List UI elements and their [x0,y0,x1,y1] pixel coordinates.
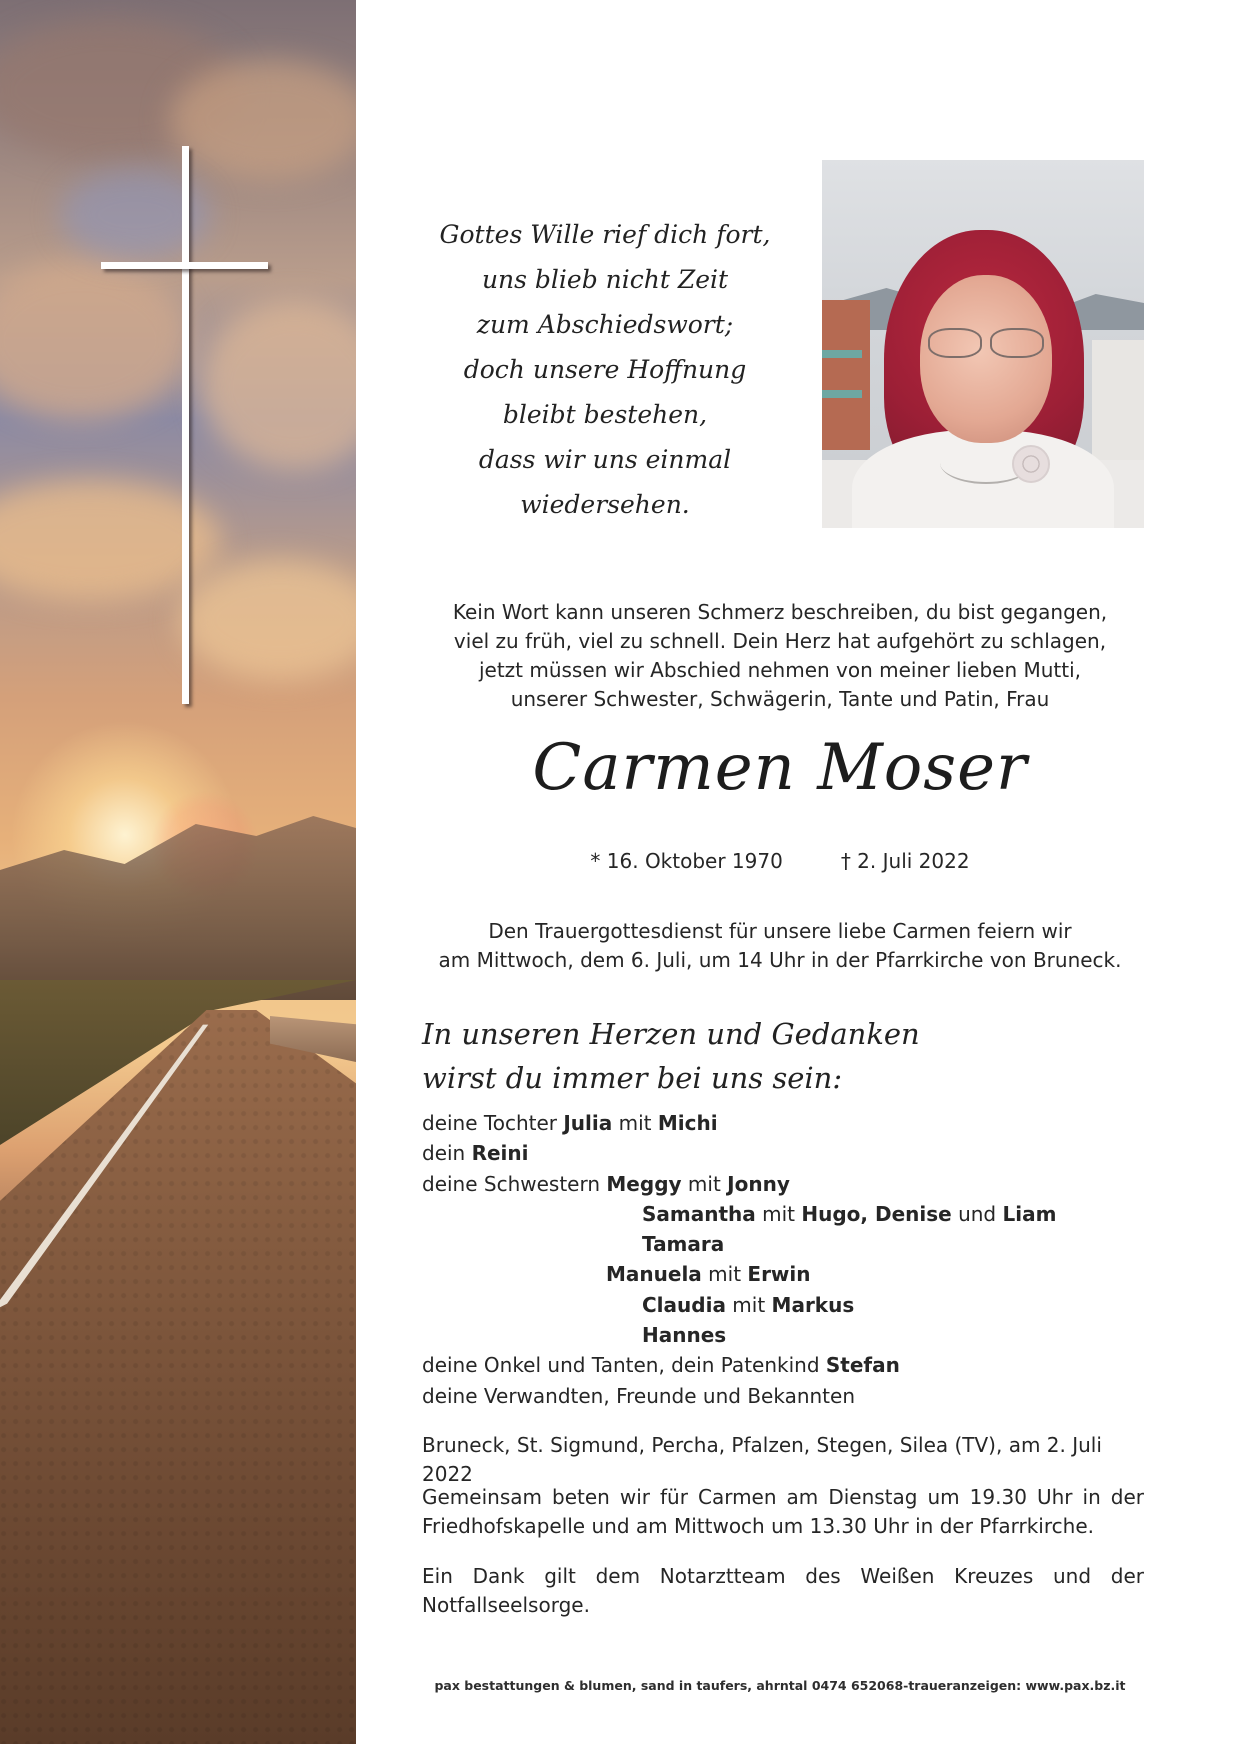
mourner-name: Liam [1002,1201,1057,1226]
mourner-row [422,1320,1162,1350]
mourner-name: Jonny [727,1171,790,1196]
portrait-photo [822,160,1144,528]
thanks-line: Ein Dank gilt dem Notarztteam des Weißen Kreuzes und der [422,1564,1144,1588]
intro-line: viel zu früh, viel zu schnell. Dein Herz hat aufgehört zu schlagen, [453,629,1107,653]
mourner-name: Markus [771,1292,855,1317]
heading-line: In unseren Herzen und Gedanken [422,1017,920,1051]
mourner-name: Stefan [825,1353,900,1378]
funeral-service-text [400,917,1160,975]
mourner-row [422,1259,1162,1289]
mourner-text: deine Onkel und Tanten, dein Patenkind [422,1353,826,1378]
birth-date: * 16. Oktober 1970 [590,849,783,873]
mourner-text: mit [612,1111,658,1135]
cross-icon-bar [101,262,268,269]
mourners-list [422,1108,1162,1411]
mourner-name: Meggy [606,1171,682,1196]
mourner-name: Samantha [642,1201,756,1226]
mourner-text: mit [725,1292,772,1317]
mourner-name: Tamara [642,1232,725,1257]
mourner-text: dein [422,1141,472,1166]
intro-line: unserer Schwester, Schwägerin, Tante und Patin, Frau [510,687,1050,711]
mourner-text: deine Tochter [422,1111,564,1135]
verse-line: zum Abschiedswort; [476,310,734,339]
death-date: † 2. Juli 2022 [840,849,970,873]
thanks-line: Notfallseelsorge. [422,1593,590,1617]
sunset-road-photo [0,0,356,1744]
mourner-name: Manuela [606,1262,702,1287]
mourner-text: mit [681,1171,728,1196]
mourner-text: deine Schwestern [422,1171,607,1196]
life-dates [400,847,1160,875]
mourner-row [422,1350,1162,1380]
verse-line: uns blieb nicht Zeit [481,265,729,294]
intro-line: Kein Wort kann unseren Schmerz beschreiben, du bist gegangen, [452,600,1108,624]
mourner-row [422,1169,1162,1199]
prayer-text [422,1483,1144,1541]
service-line: am Mittwoch, dem 6. Juli, um 14 Uhr in der Pfarrkirche von Bruneck. [438,948,1122,972]
mourner-text: mit [701,1262,748,1287]
heading-line: wirst du immer bei uns sein: [422,1061,843,1095]
mourner-row [422,1199,1162,1229]
mourner-name: Erwin [747,1262,811,1287]
mourner-row [422,1290,1162,1320]
mourner-row [422,1229,1162,1259]
memorial-verse [405,212,805,527]
verse-line: doch unsere Hoffnung [463,355,747,384]
service-line: Den Trauergottesdienst für unsere liebe Carmen feiern wir [488,919,1072,943]
place-date: Bruneck, St. Sigmund, Percha, Pfalzen, Stegen, Silea (TV), am 2. Juli 2022 [422,1433,1102,1486]
mourner-name: Claudia [642,1292,726,1317]
mourner-name: Hugo, Denise [801,1201,952,1226]
intro-text [400,598,1160,714]
thanks-text [422,1562,1144,1620]
mourner-name: Hannes [642,1323,727,1348]
prayer-line: Gemeinsam beten wir für Carmen am Dienstag um 19.30 Uhr in der [422,1485,1144,1509]
mourners-heading [422,1012,1162,1100]
mourner-text: und [951,1201,1003,1226]
prayer-line: Friedhofskapelle und am Mittwoch um 13.30 Uhr in der Pfarrkirche. [422,1514,1094,1538]
verse-line: dass wir uns einmal wiedersehen. [478,445,732,519]
verse-line: bleibt bestehen, [502,400,708,429]
mourner-row [422,1108,1162,1138]
mourner-name: Michi [657,1111,718,1135]
verse-line: Gottes Wille rief dich fort, [439,220,771,249]
cross-icon [182,146,189,704]
deceased-name: Carmen Moser [532,731,1028,805]
mourner-row [422,1138,1162,1168]
mourner-row [422,1381,1162,1411]
intro-line: jetzt müssen wir Abschied nehmen von meiner lieben Mutti, [478,658,1082,682]
mourner-name: Reini [471,1141,529,1166]
footer-imprint: pax bestattungen & blumen, sand in taufers, ahrntal 0474 652068-traueranzeigen: www.pax.bz.it [434,1678,1126,1693]
mourner-text: mit [755,1201,802,1226]
mourner-text: deine Verwandten, Freunde und Bekannten [422,1383,856,1408]
mourner-name: Julia [563,1111,613,1135]
